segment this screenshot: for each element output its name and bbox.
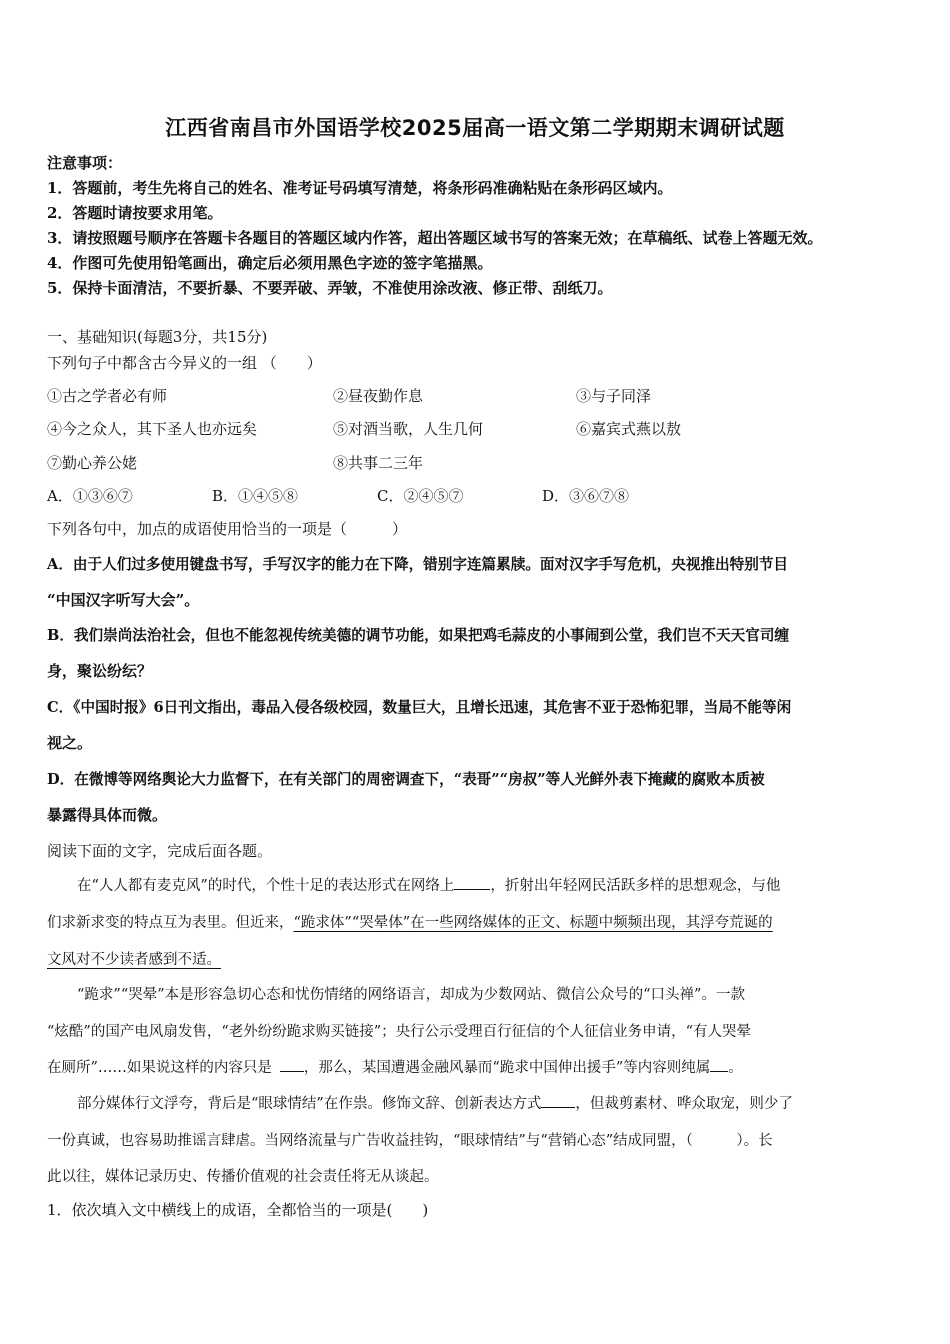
q1-item: ④今之众人，其下圣人也亦远矣	[47, 420, 258, 438]
passage-text: 在厕所”……如果说这样的内容只是	[47, 1060, 272, 1076]
passage-line	[47, 948, 905, 969]
passage-text: ，那么，某国遭遇金融风暴而“跪求中国伸出援手”等内容则纯属	[303, 1060, 711, 1076]
sub-question: 1．依次填入文中横线上的成语，全都恰当的一项是( )	[47, 1201, 429, 1219]
q1-item: ①古之学者必有师	[47, 387, 168, 405]
passage-text: 们求新求变的特点互为表里。但近来，	[47, 915, 294, 931]
notice-item: 2．答题时请按要求用笔。	[47, 204, 223, 222]
notice-item: 3．请按照题号顺序在答题卡各题目的答题区域内作答，超出答题区域书写的答案无效；在草稿纸、试卷上答题无效。	[47, 229, 823, 247]
q1-item: ②昼夜勤作息	[333, 387, 424, 405]
passage-line	[47, 911, 905, 932]
q1-item: ⑦勤心养公姥	[47, 454, 138, 472]
passage-line	[47, 874, 905, 895]
q2-option-line: 暴露得具体而微。	[47, 806, 168, 824]
passage-text: ，折射出年轻网民活跃多样的思想观念，与他	[490, 878, 781, 894]
q2-option-line: B．我们崇尚法治社会，但也不能忽视传统美德的调节功能，如果把鸡毛蒜皮的小事闹到公堂，我们岂不天天官司缠	[47, 627, 790, 644]
q1-item: ⑤对酒当歌，人生几何	[333, 420, 484, 438]
notice-item: 5．保持卡面清洁，不要折暴、不要弄破、弄皱，不准使用涂改液、修正带、刮纸刀。	[47, 279, 613, 297]
passage-text: 。	[728, 1060, 743, 1076]
notice-item: 4．作图可先使用铅笔画出，确定后必须用黑色字迹的签字笔描黑。	[47, 254, 493, 272]
passage-line: “跪求”“哭晕”本是形容急切心态和忧伤情绪的网络语言，却成为少数网站、微信公众号的“口头禅”。一款	[77, 987, 745, 1003]
q1-item: ③与子同泽	[576, 387, 652, 405]
q2-option-line: C．《中国时报》6日刊文指出，毒品入侵各级校园，数量巨大，且增长迅速，其危害不亚于恐怖犯罪，当局不能等闲	[47, 699, 792, 716]
notice-item: 1．答题前，考生先将自己的姓名、准考证号码填写清楚，将条形码准确粘贴在条形码区域内。	[47, 179, 673, 197]
q2-option-line: 身，聚讼纷纭？	[47, 662, 153, 680]
question-stem: 下列句子中都含古今异义的一组 （ ）	[47, 354, 322, 372]
notice-heading: 注意事项：	[47, 154, 123, 172]
section-heading: 一、基础知识(每题3分，共15分)	[47, 328, 268, 346]
underlined-sentence: 文风对不少读者感到不适。	[47, 952, 221, 968]
passage-line	[47, 1056, 905, 1077]
choice-b: B．①④⑤⑧	[212, 487, 299, 505]
q2-option-line: “中国汉字听写大会”。	[47, 591, 200, 609]
page-title: 江西省南昌市外国语学校2025届高一语文第二学期期末调研试题	[165, 116, 785, 140]
q2-option-line: 视之。	[47, 734, 93, 752]
choice-c: C．②④⑤⑦	[377, 487, 464, 505]
fill-blank	[541, 1093, 575, 1108]
passage-line	[47, 1092, 905, 1113]
q1-item: ⑥嘉宾式燕以敖	[576, 420, 682, 438]
choice-a: A．①③⑥⑦	[47, 487, 133, 505]
passage-line: 此以往，媒体记录历史、传播价值观的社会责任将无从谈起。	[47, 1169, 439, 1185]
q1-item: ⑧共事二三年	[333, 454, 424, 472]
fill-blank	[454, 875, 490, 890]
choice-d: D．③⑥⑦⑧	[542, 487, 630, 505]
fill-blank	[280, 1057, 304, 1072]
passage-line: 一份真诚，也容易助推谣言肆虐。当网络流量与广告收益挂钩，“眼球情结”与“营销心态”结成同盟，（ ）。长	[47, 1133, 773, 1149]
q2-option-line: D．在微博等网络舆论大力监督下，在有关部门的周密调查下，“表哥”“房叔”等人光鲜外表下掩藏的腐败本质被	[47, 771, 765, 788]
passage-text: 在“人人都有麦克风”的时代，个性十足的表达形式在网络上	[77, 878, 455, 894]
fill-blank	[710, 1057, 728, 1072]
passage-line: “炫酷”的国产电风扇发售，“老外纷纷跪求购买链接”；央行公示受理百行征信的个人征信业务申请，“有人哭晕	[47, 1024, 752, 1040]
passage-text: 部分媒体行文浮夸，背后是“眼球情结”在作祟。修饰文辞、创新表达方式	[77, 1096, 542, 1112]
passage-text: ，但裁剪素材、哗众取宠，则少了	[575, 1096, 793, 1112]
underlined-sentence: “跪求体”“哭晕体”在一些网络媒体的正文、标题中频频出现，其浮夸荒诞的	[293, 915, 773, 931]
question-stem: 下列各句中，加点的成语使用恰当的一项是（ ）	[47, 520, 408, 538]
reading-intro: 阅读下面的文字，完成后面各题。	[47, 842, 273, 860]
q2-option-line: A．由于人们过多使用键盘书写，手写汉字的能力在下降，错别字连篇累牍。面对汉字手写危机，央视推出特别节目	[47, 556, 789, 573]
